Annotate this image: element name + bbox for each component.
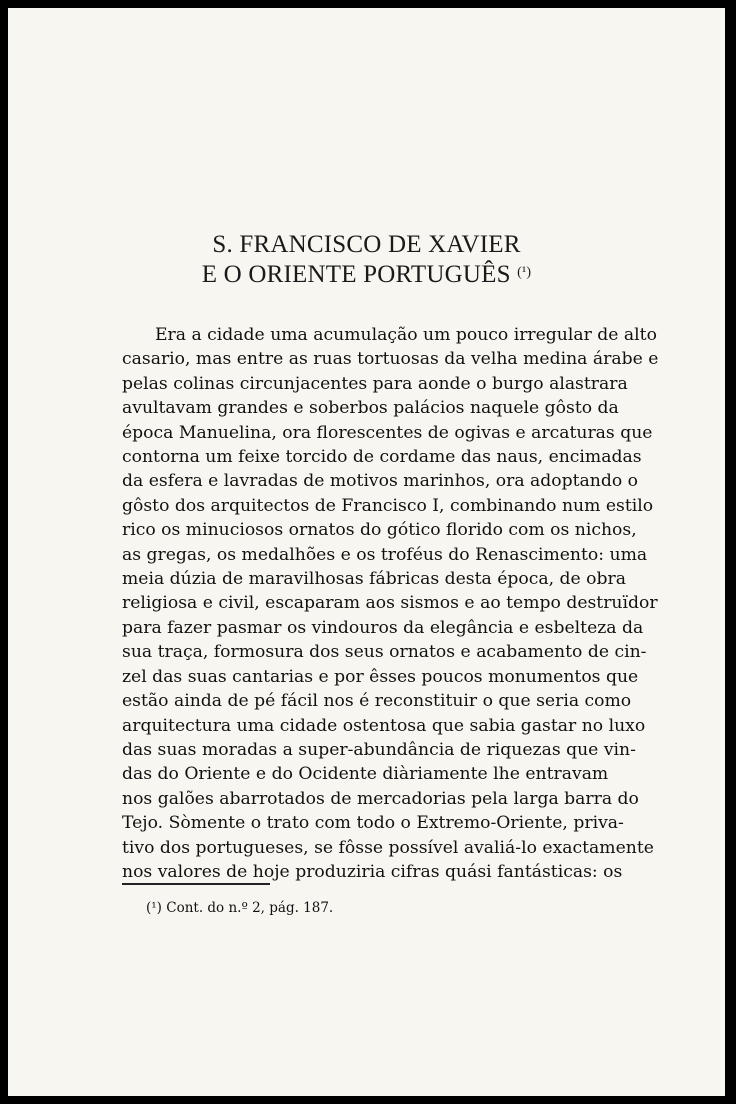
title-line-2-text: E O ORIENTE PORTUGUÊS [201,261,511,288]
text-line: para fazer pasmar os vindouros da elegância e esbelteza da [122,617,644,638]
body-text [122,323,659,884]
text-line: estão ainda de pé fácil nos é reconstituir o que seria como [122,691,632,712]
text-line: nos valores de hoje produziria cifras quási fantásticas: os [122,861,623,882]
text-line: das do Oriente e do Ocidente diàriamente lhe entravam [122,764,609,785]
text-line: nos galões abarrotados de mercadorias pela larga barra do [122,788,639,809]
text-line: contorna um feixe torcido de cordame das naus, encimadas [122,447,642,468]
text-line: religiosa e civil, escaparam aos sismos e ao tempo destruïdor [122,593,658,614]
text-line: tivo dos portugueses, se fôsse possível avaliá-lo exactamente [122,837,654,858]
text-line: pelas colinas circunjacentes para aonde o burgo alastrara [122,373,628,394]
text-line: das suas moradas a super-abundância de riquezas que vin- [122,739,636,760]
title-line-2 [8,261,725,289]
footnote-reference: (¹) [517,265,532,280]
text-line: avultavam grandes e soberbos palácios naquele gôsto da [122,398,619,419]
document-page [8,8,725,1096]
text-line: zel das suas cantarias e por êsses poucos monumentos que [122,666,639,687]
text-line: Era a cidade uma acumulação um pouco irregular de alto [155,325,657,345]
text-line: arquitectura uma cidade ostentosa que sabia gastar no luxo [122,715,646,736]
text-line: gôsto dos arquitectos de Francisco I, combinando num estilo [122,495,654,516]
text-line: rico os minuciosos ornatos do gótico florido com os nichos, [122,520,637,541]
title-line-1: S. FRANCISCO DE XAVIER [212,231,521,258]
text-line: Tejo. Sòmente o trato com todo o Extremo-Oriente, priva- [122,813,624,834]
text-line: as gregas, os medalhões e os troféus do Renascimento: uma [122,544,648,565]
text-line: casario, mas entre as ruas tortuosas da velha medina árabe e [122,349,659,370]
text-line: meia dúzia de maravilhosas fábricas desta época, de obra [122,569,626,590]
footnote-divider [122,883,270,885]
text-line: da esfera e lavradas de motivos marinhos, ora adoptando o [122,471,639,492]
text-line: sua traça, formosura dos seus ornatos e acabamento de cin- [122,642,647,663]
text-line: época Manuelina, ora florescentes de ogivas e arcaturas que [122,422,653,443]
footnote: (¹) Cont. do n.º 2, pág. 187. [146,900,334,916]
